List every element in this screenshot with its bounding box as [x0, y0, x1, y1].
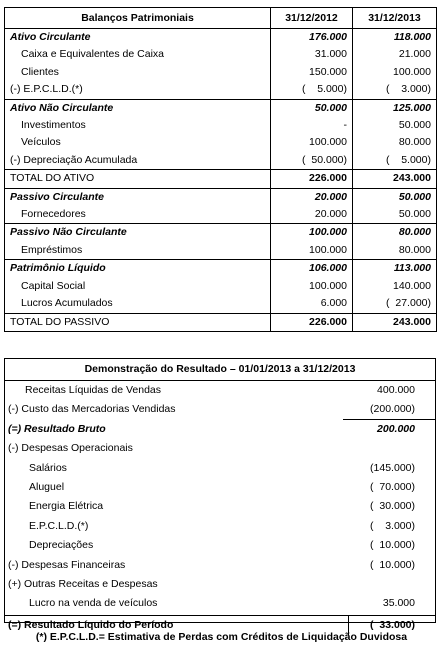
income-row [5, 594, 435, 613]
value-2013: ( 3.000) [353, 81, 437, 99]
value-2012: 100.000 [271, 242, 353, 260]
value-2012: 100.000 [271, 134, 353, 151]
income-row [5, 478, 435, 497]
header-date-2012: 31/12/2012 [271, 8, 353, 29]
row-label: Ativo Circulante [5, 29, 271, 47]
value-2012: 20.000 [271, 188, 353, 206]
value-2012: - [271, 117, 353, 134]
row-label: Passivo Circulante [5, 188, 271, 206]
value-2013: 125.000 [353, 99, 437, 117]
value-2012: 100.000 [271, 278, 353, 295]
row-label: TOTAL DO PASSIVO [5, 313, 271, 331]
value-2013: 243.000 [353, 313, 437, 331]
balance-row [5, 46, 437, 63]
income-row [5, 459, 435, 478]
balance-row [5, 64, 437, 81]
income-statement-body [5, 381, 435, 635]
income-row [5, 497, 435, 516]
row-label: Aluguel [29, 480, 65, 493]
row-value: 35.000 [382, 597, 415, 610]
row-label: Lucro na venda de veículos [29, 597, 158, 610]
value-2012: 176.000 [271, 29, 353, 47]
row-label: Clientes [5, 64, 271, 81]
row-label: (=) Resultado Líquido do Período [8, 618, 174, 631]
row-value: ( 10.000) [370, 539, 415, 552]
row-label: Depreciações [29, 539, 94, 552]
row-label: Fornecedores [5, 206, 271, 224]
row-label: Energia Elétrica [29, 500, 104, 513]
income-row [5, 556, 435, 575]
balance-sheet-body [5, 8, 437, 332]
balance-row [5, 188, 437, 206]
balance-sheet-table [4, 7, 437, 332]
balance-row [5, 313, 437, 331]
row-value: 400.000 [377, 384, 415, 396]
value-2012: 20.000 [271, 206, 353, 224]
balance-row [5, 152, 437, 170]
row-value: 200.000 [377, 422, 415, 435]
value-2013: 80.000 [353, 242, 437, 260]
balance-row [5, 260, 437, 278]
row-label: Receitas Líquidas de Vendas [25, 384, 162, 396]
row-value: ( 10.000) [370, 558, 415, 571]
value-2013: 50.000 [353, 206, 437, 224]
income-statement-title: Demonstração do Resultado – 01/01/2013 a 31/12/2013 [5, 359, 435, 381]
value-2013: 100.000 [353, 64, 437, 81]
income-row [5, 400, 435, 419]
balance-row [5, 224, 437, 242]
value-2013: 50.000 [353, 188, 437, 206]
value-2013: ( 27.000) [353, 295, 437, 313]
value-2013: 140.000 [353, 278, 437, 295]
balance-row [5, 99, 437, 117]
value-2012: 31.000 [271, 46, 353, 63]
value-2012: 226.000 [271, 170, 353, 188]
income-statement [4, 358, 436, 631]
row-label: (-) Custo das Mercadorias Vendidas [8, 403, 176, 416]
balance-row [5, 117, 437, 134]
balance-sheet-title: Balanços Patrimoniais [5, 8, 271, 29]
value-2012: 226.000 [271, 313, 353, 331]
balance-row [5, 242, 437, 260]
value-2012: ( 5.000) [271, 81, 353, 99]
row-label: Patrimônio Líquido [5, 260, 271, 278]
value-2013: ( 5.000) [353, 152, 437, 170]
row-label: Veículos [5, 134, 271, 151]
footnote: (*) E.P.C.L.D.= Estimativa de Perdas com Créditos de Liquidação Duvidosa [35, 631, 408, 643]
balance-row [5, 170, 437, 188]
balance-row [5, 81, 437, 99]
value-2013: 50.000 [353, 117, 437, 134]
row-label: Salários [29, 461, 67, 474]
row-label: Ativo Não Circulante [5, 99, 271, 117]
value-2013: 21.000 [353, 46, 437, 63]
row-label: TOTAL DO ATIVO [5, 170, 271, 188]
row-label: Capital Social [5, 278, 271, 295]
row-value: (145.000) [370, 461, 415, 474]
value-2013: 113.000 [353, 260, 437, 278]
income-row [5, 420, 435, 439]
balance-sheet-header [5, 8, 437, 29]
value-2012: ( 50.000) [271, 152, 353, 170]
balance-row [5, 134, 437, 151]
row-label: Caixa e Equivalentes de Caixa [5, 46, 271, 63]
value-2013: 80.000 [353, 134, 437, 151]
income-row [5, 575, 435, 594]
value-2013: 118.000 [353, 29, 437, 47]
value-2013: 80.000 [353, 224, 437, 242]
row-label: Empréstimos [5, 242, 271, 260]
row-value: (200.000) [370, 403, 415, 416]
value-2012: 150.000 [271, 64, 353, 81]
header-date-2013: 31/12/2013 [353, 8, 437, 29]
value-2012: 100.000 [271, 224, 353, 242]
income-row [5, 381, 435, 400]
income-row [5, 439, 435, 458]
row-value: ( 30.000) [370, 500, 415, 513]
row-label: (-) E.P.C.L.D.(*) [5, 81, 271, 99]
row-label: (-) Depreciação Acumulada [5, 152, 271, 170]
row-value: ( 70.000) [370, 480, 415, 493]
row-label: E.P.C.L.D.(*) [29, 519, 89, 532]
row-label: (-) Despesas Financeiras [8, 558, 126, 571]
row-value: ( 33.000) [370, 618, 415, 631]
income-row [5, 517, 435, 536]
row-label: (-) Despesas Operacionais [8, 442, 133, 455]
income-row [5, 536, 435, 555]
balance-row [5, 206, 437, 224]
balance-row [5, 278, 437, 295]
value-2012: 50.000 [271, 99, 353, 117]
row-label: Investimentos [5, 117, 271, 134]
row-label: Lucros Acumulados [5, 295, 271, 313]
value-2012: 6.000 [271, 295, 353, 313]
value-2012: 106.000 [271, 260, 353, 278]
row-value: ( 3.000) [370, 519, 415, 532]
row-label: (=) Resultado Bruto [8, 422, 106, 435]
row-label: (+) Outras Receitas e Despesas [8, 577, 158, 590]
row-label: Passivo Não Circulante [5, 224, 271, 242]
balance-row [5, 295, 437, 313]
balance-row [5, 29, 437, 47]
value-2013: 243.000 [353, 170, 437, 188]
